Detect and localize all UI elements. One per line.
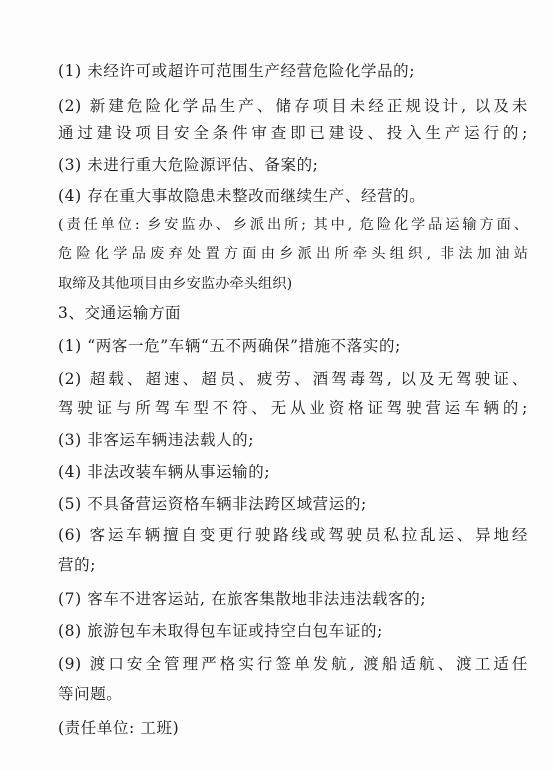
- text-line: (责任单位: 乡安监办、乡派出所; 其中, 危险化学品运输方面、: [58, 217, 528, 233]
- text-line: (责任单位: 工班): [58, 719, 180, 737]
- text-line: 驾驶证与所驾车型不符、无从业资格证驾驶营运车辆的;: [58, 399, 528, 417]
- text-line: (4) 存在重大事故隐患未整改而继续生产、经营的。: [58, 187, 426, 205]
- text-line: 取缔及其他项目由乡安监办牵头组织): [58, 276, 293, 292]
- text-line: 危险化学品废弃处置方面由乡派出所牵头组织, 非法加油站: [58, 246, 528, 262]
- text-line: (1) 未经许可或超许可范围生产经营危险化学品的;: [58, 62, 416, 80]
- text-line: 等问题。: [58, 685, 123, 703]
- text-line: (2) 新建危险化学品生产、储存项目未经正规设计, 以及未: [58, 97, 528, 115]
- text-line: (3) 未进行重大危险源评估、备案的;: [58, 156, 319, 174]
- text-line: (2) 超载、超速、超员、疲劳、酒驾毒驾, 以及无驾驶证、: [58, 370, 528, 388]
- text-line: (6) 客运车辆擅自变更行驶路线或驾驶员私拉乱运、异地经: [58, 526, 528, 544]
- text-line: 通过建设项目安全条件审查即已建设、投入生产运行的;: [58, 124, 528, 142]
- text-line: (3) 非客运车辆违法载人的;: [58, 431, 255, 449]
- text-line: (1) “两客一危”车辆“五不两确保”措施不落实的;: [58, 337, 401, 355]
- text-line: (5) 不具备营运资格车辆非法跨区域营运的;: [58, 495, 367, 513]
- text-line: (7) 客车不进客运站, 在旅客集散地非法违法载客的;: [58, 590, 427, 608]
- section-heading: 3、交通运输方面: [58, 304, 182, 322]
- text-line: (8) 旅游包车未取得包车证或持空白包车证的;: [58, 622, 383, 640]
- text-line: (4) 非法改装车辆从事运输的;: [58, 463, 271, 481]
- text-line: 营的;: [58, 556, 97, 574]
- text-line: (9) 渡口安全管理严格实行签单发航, 渡船适航、渡工适任: [58, 655, 528, 673]
